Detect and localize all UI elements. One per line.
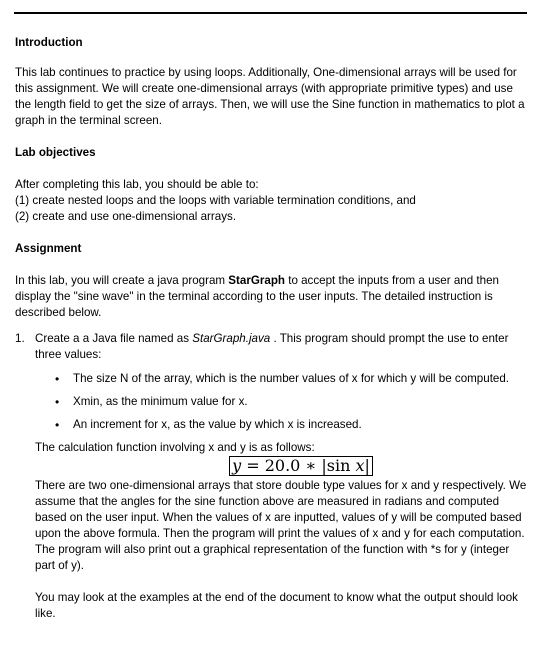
calc-line: The calculation function involving x and y is as follows: [35, 441, 315, 454]
bullet-item-size [35, 371, 527, 387]
intro-heading: Introduction [15, 36, 83, 49]
assignment-intro [15, 273, 527, 321]
objective-item-1: (1) create nested loops and the loops with variable termination conditions, and [15, 194, 416, 207]
bullet-text: Xmin, as the minimum value for x. [73, 395, 248, 408]
step-1-text-after: . This program should prompt the use to enter three values: [35, 332, 509, 361]
objectives-lead: After completing this lab, you should be able to: [15, 178, 259, 191]
assignment-intro-after: to accept the inputs from a user and then display the "sine wave" in the terminal according to the user inputs. The detailed instruction is described below. [15, 274, 499, 319]
bullet-icon: • [55, 418, 60, 432]
intro-paragraph: This lab continues to practice by using loops. Additionally, One-dimensional arrays will be used for this assignment. We will create one-dimensional arrays (with appropriate primitive types) and use the length field to get the size of arrays. Then, we will use the Sine function in mathematics to plot a graph in the terminal screen. [15, 66, 525, 127]
steps-list [15, 331, 527, 622]
step-1-text [35, 331, 527, 363]
top-rule [14, 12, 527, 14]
formula-rhs-pre: = 20.0 ∗ |sin [241, 456, 356, 475]
file-name: StarGraph.java [192, 332, 271, 345]
sine-formula [229, 456, 373, 476]
bullet-item-xmin [35, 394, 527, 410]
bullet-item-increment [35, 417, 527, 433]
formula-var-x: x [355, 456, 365, 475]
step-1 [15, 331, 527, 622]
step-1-text-before: Create a a Java file named as [35, 332, 193, 345]
assignment-intro-before: In this lab, you will create a java program [15, 274, 229, 287]
program-name: StarGraph [228, 274, 285, 287]
closing-paragraph: You may look at the examples at the end of the document to know what the output should look like. [35, 591, 518, 620]
step-number: 1. [15, 332, 25, 345]
bullet-icon: • [55, 395, 60, 409]
objective-item-2: (2) create and use one-dimensional arrays. [15, 210, 237, 223]
objectives-heading: Lab objectives [15, 146, 96, 159]
bullet-icon: • [55, 372, 60, 386]
assignment-heading: Assignment [15, 242, 82, 255]
formula-rhs-post: | [364, 456, 370, 475]
description-paragraph: There are two one-dimensional arrays that store double type values for x and y respectively. We assume that the angles for the sine function above are measured in radians and computed based on the user input. When the values of x are inputted, values of y will be computed based upon the above formula. Then the program will print the values of x and y for each computation. The program will also print out a graphical representation of the function with *s for y (integer part of y). [35, 479, 527, 572]
bullet-text: An increment for x, as the value by which x is increased. [73, 418, 362, 431]
formula-row [35, 456, 527, 476]
bullet-text: The size N of the array, which is the number values of x for which y will be computed. [73, 372, 510, 385]
input-values-list [35, 371, 527, 433]
document-body [15, 35, 527, 622]
formula-lhs: y [232, 456, 242, 475]
